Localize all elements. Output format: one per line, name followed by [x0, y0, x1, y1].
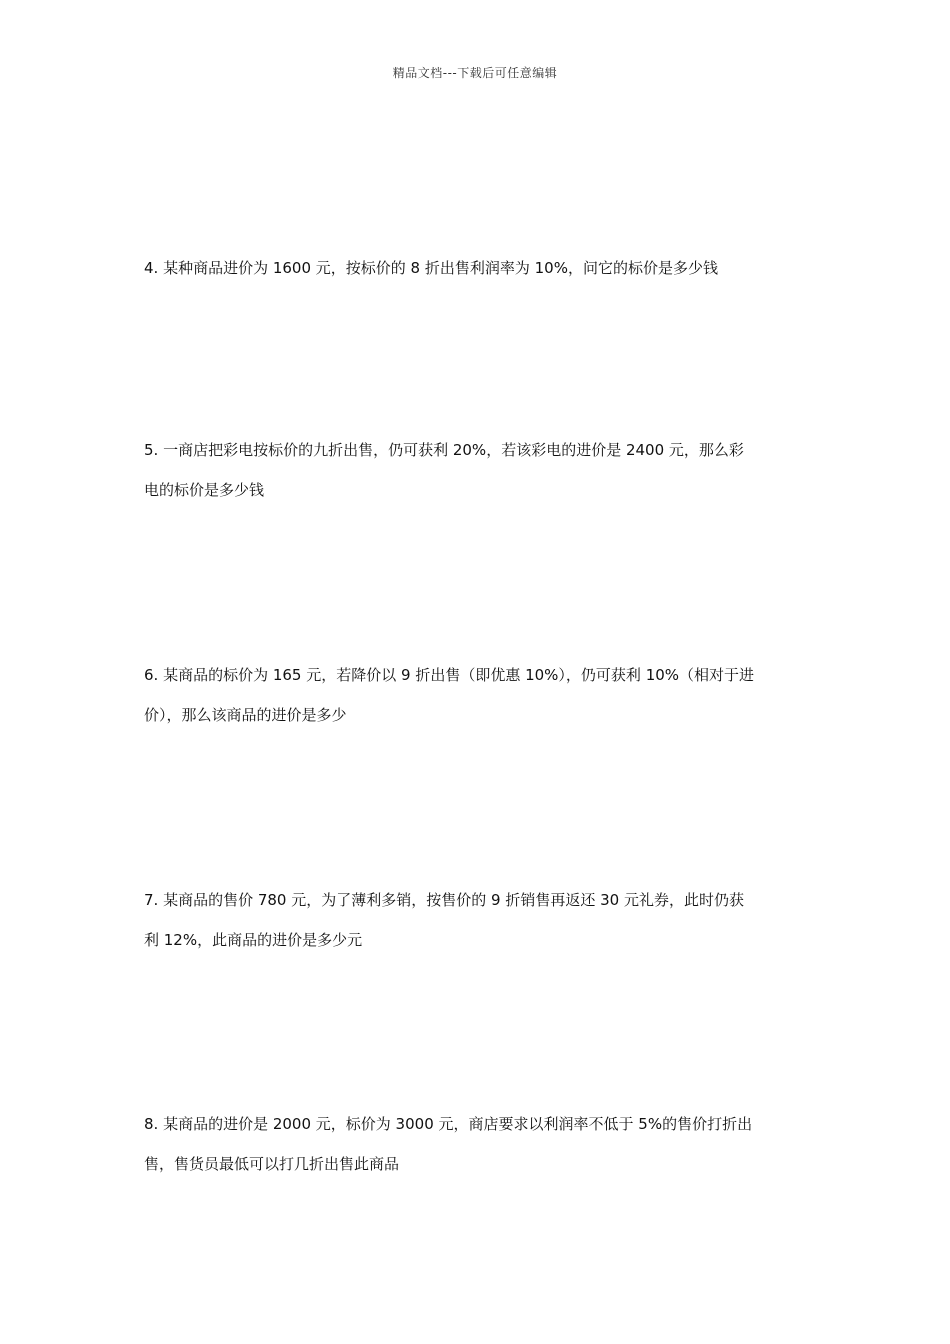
- problem-4-line-1: 4. 某种商品进价为 1600 元，按标价的 8 折出售利润率为 10%，问它的标价是多少钱: [144, 259, 718, 277]
- problem-5-line-1: 5. 一商店把彩电按标价的九折出售，仍可获利 20%，若该彩电的进价是 2400 元，那么彩: [144, 441, 744, 459]
- problem-8-line-2: 售，售货员最低可以打几折出售此商品: [144, 1155, 400, 1173]
- problem-6: [144, 655, 808, 735]
- problem-7-line-2: 利 12%，此商品的进价是多少元: [144, 931, 363, 949]
- problem-6-line-1: 6. 某商品的标价为 165 元，若降价以 9 折出售（即优惠 10%），仍可获利 10%（相对于进: [144, 666, 755, 684]
- page-header: 精品文档---下载后可任意编辑: [392, 66, 558, 80]
- problem-5: [144, 430, 808, 510]
- problem-8-line-1: 8. 某商品的进价是 2000 元，标价为 3000 元，商店要求以利润率不低于 5%的售价打折出: [144, 1115, 753, 1133]
- problem-5-line-2: 电的标价是多少钱: [144, 481, 265, 499]
- problem-7-line-1: 7. 某商品的售价 780 元，为了薄利多销，按售价的 9 折销售再返还 30 元礼券，此时仍获: [144, 891, 744, 909]
- problem-8: [144, 1104, 808, 1184]
- problem-7: [144, 880, 808, 960]
- problem-6-line-2: 价），那么该商品的进价是多少: [144, 706, 347, 724]
- problem-4: [144, 248, 808, 288]
